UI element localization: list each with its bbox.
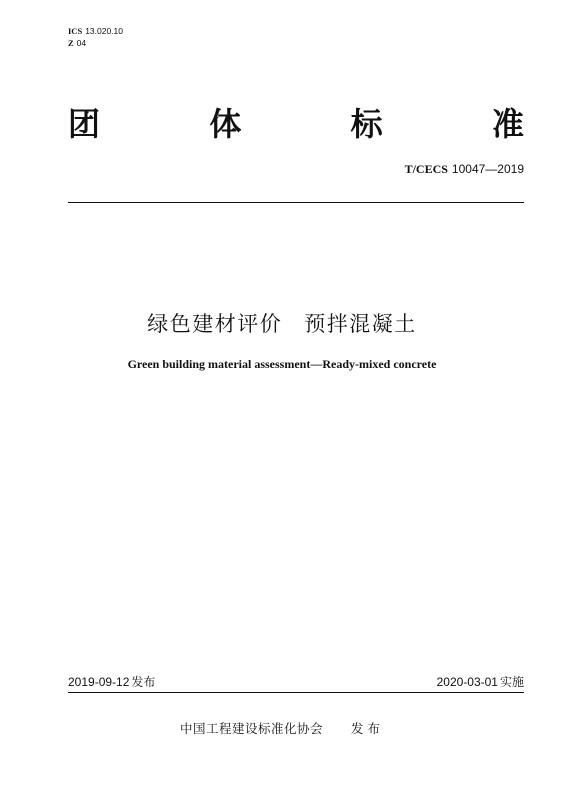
- standard-type-char: 团: [68, 105, 101, 143]
- date-row: [68, 674, 524, 690]
- footer-divider: [68, 692, 524, 693]
- ccs-line: [68, 38, 123, 50]
- standard-type-char: 体: [209, 105, 242, 143]
- chinese-title-part2: 预拌混凝土: [304, 312, 417, 336]
- implement-date: 2020-03-01: [436, 675, 498, 689]
- chinese-title: [0, 308, 564, 340]
- standard-type-heading: [68, 104, 524, 144]
- issue-date-block: [68, 674, 155, 690]
- ccs-code: 04: [76, 38, 87, 48]
- publisher-organization: 中国工程建设标准化协会: [179, 721, 323, 736]
- english-title: Green building material assessment—Ready-mixed concrete: [127, 357, 437, 371]
- standard-type-char: 标: [350, 105, 383, 143]
- issue-label: 发布: [131, 675, 156, 689]
- standard-number: [405, 162, 524, 177]
- standard-number-value: 10047—2019: [451, 162, 524, 176]
- publisher-action: 发布: [351, 721, 385, 736]
- issue-date: 2019-09-12: [68, 675, 130, 689]
- publisher-line: [0, 720, 564, 738]
- standard-number-prefix: T/CECS: [404, 162, 448, 176]
- ics-code: 13.020.10: [85, 26, 124, 36]
- chinese-title-part1: 绿色建材评价: [147, 312, 283, 336]
- implement-date-block: [437, 674, 524, 690]
- ccs-label: Z: [68, 38, 74, 48]
- implement-label: 实施: [499, 675, 524, 689]
- header-divider: [68, 202, 524, 203]
- standard-type-char: 准: [491, 105, 524, 143]
- ics-label: ICS: [68, 26, 83, 36]
- classification-codes: [68, 26, 123, 50]
- ics-line: [68, 26, 123, 38]
